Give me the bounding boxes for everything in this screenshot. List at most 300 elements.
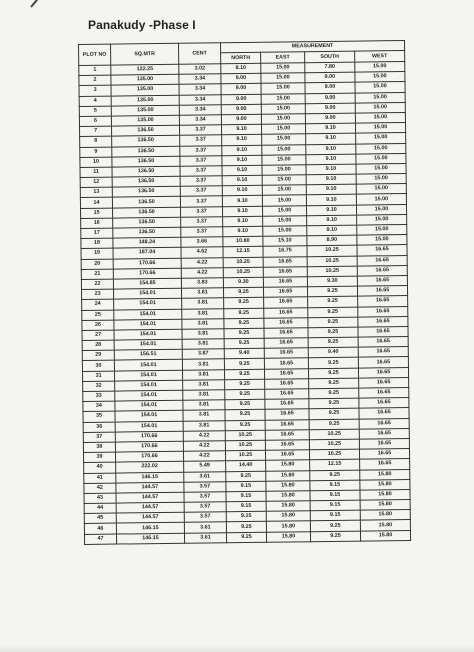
- cell-north: 9.25: [225, 410, 265, 421]
- cell-sq-mtr: 154.01: [114, 309, 182, 320]
- cell-plot-no: 6: [79, 116, 111, 127]
- cell-cent: 3.81: [182, 308, 224, 319]
- cell-cent: 3.34: [179, 94, 221, 105]
- cell-cent: 3.83: [181, 278, 223, 289]
- cell-east: 16.65: [265, 379, 309, 390]
- cell-plot-no: 21: [81, 269, 113, 280]
- cell-sq-mtr: 136.50: [112, 187, 180, 198]
- cell-sq-mtr: 146.15: [116, 523, 184, 534]
- cell-sq-mtr: 136.50: [112, 176, 180, 187]
- cell-plot-no: 8: [80, 136, 112, 147]
- cell-cent: 3.34: [179, 105, 221, 116]
- cell-north: 9.15: [226, 501, 266, 512]
- cell-west: 15.00: [356, 204, 406, 215]
- cell-north: 9.40: [224, 348, 264, 359]
- cell-east: 16.65: [265, 409, 309, 420]
- cell-west: 16.65: [357, 265, 407, 276]
- cell-north: 9.25: [224, 298, 264, 309]
- cell-south: 7.80: [305, 62, 355, 73]
- cell-sq-mtr: 154.01: [114, 370, 182, 381]
- cell-east: 15.80: [266, 470, 310, 481]
- cell-east: 15.00: [262, 185, 306, 196]
- cell-plot-no: 24: [82, 299, 114, 310]
- cell-west: 15.80: [360, 469, 410, 480]
- cell-north: 9.25: [225, 420, 265, 431]
- cell-north: 9.25: [224, 308, 264, 319]
- cell-plot-no: 31: [82, 371, 114, 382]
- cell-sq-mtr: 135.00: [111, 74, 179, 85]
- cell-south: 9.25: [309, 388, 359, 399]
- cell-sq-mtr: 154.01: [113, 288, 181, 299]
- cell-cent: 3.37: [180, 135, 222, 146]
- cell-cent: 4.22: [183, 441, 225, 452]
- cell-west: 16.65: [359, 449, 409, 460]
- measurement-sheet: [78, 40, 410, 545]
- cell-cent: 3.57: [184, 512, 226, 523]
- cell-north: 9.25: [223, 287, 263, 298]
- cell-cent: 3.37: [180, 166, 222, 177]
- cell-north: 12.15: [223, 247, 263, 258]
- cell-south: 9.10: [306, 133, 356, 144]
- cell-south: 9.00: [305, 82, 355, 93]
- table-body: [79, 62, 411, 545]
- cell-north: 9.25: [224, 328, 264, 339]
- cell-cent: 3.34: [179, 84, 221, 95]
- cell-north: 9.10: [222, 186, 262, 197]
- cell-west: 15.00: [355, 82, 405, 93]
- cell-north: 9.25: [226, 471, 266, 482]
- cell-south: 9.25: [309, 378, 359, 389]
- cell-east: 15.00: [261, 63, 305, 74]
- cell-sq-mtr: 148.24: [113, 237, 181, 248]
- cell-sq-mtr: 170.66: [115, 431, 183, 442]
- cell-east: 15.00: [261, 103, 305, 114]
- cell-east: 15.00: [262, 134, 306, 145]
- cell-east: 16.65: [265, 450, 309, 461]
- cell-sq-mtr: 144.57: [116, 492, 184, 503]
- cell-plot-no: 40: [84, 462, 116, 473]
- cell-west: 16.65: [358, 347, 408, 358]
- cell-east: 15.80: [266, 501, 310, 512]
- cell-east: 15.00: [261, 114, 305, 125]
- cell-south: 8.90: [307, 235, 357, 246]
- cell-north: 8.10: [221, 63, 261, 74]
- cell-sq-mtr: 122.25: [111, 64, 179, 75]
- cell-west: 16.65: [359, 377, 409, 388]
- header-north: NORTH: [221, 52, 261, 63]
- cell-west: 16.65: [359, 418, 409, 429]
- cell-plot-no: 32: [83, 381, 115, 392]
- cell-south: 9.10: [306, 164, 356, 175]
- cell-west: 16.65: [357, 255, 407, 266]
- cell-plot-no: 44: [84, 503, 116, 514]
- cell-north: 9.15: [226, 491, 266, 502]
- cell-west: 16.65: [357, 275, 407, 286]
- cell-west: 15.00: [356, 133, 406, 144]
- cell-west: 15.00: [357, 235, 407, 246]
- cell-plot-no: 41: [84, 473, 116, 484]
- cell-cent: 3.81: [182, 359, 224, 370]
- cell-south: 9.25: [308, 327, 358, 338]
- cell-plot-no: 26: [82, 320, 114, 331]
- cell-south: 9.10: [306, 195, 356, 206]
- cell-sq-mtr: 154.01: [114, 329, 182, 340]
- cell-east: 16.65: [264, 328, 308, 339]
- cell-west: 16.65: [359, 438, 409, 449]
- cell-cent: 3.57: [184, 492, 226, 503]
- cell-plot-no: 18: [81, 238, 113, 249]
- cell-plot-no: 47: [84, 534, 116, 545]
- cell-east: 16.65: [264, 368, 308, 379]
- cell-south: 9.15: [310, 480, 360, 491]
- cell-north: 9.25: [224, 338, 264, 349]
- cell-south: 9.25: [309, 419, 359, 430]
- cell-south: 9.10: [306, 154, 356, 165]
- cell-cent: 3.34: [179, 74, 221, 85]
- cell-cent: 4.22: [181, 267, 223, 278]
- cell-sq-mtr: 170.66: [115, 441, 183, 452]
- cell-east: 16.75: [263, 246, 307, 257]
- cell-west: 16.65: [360, 459, 410, 470]
- cell-cent: 5.49: [184, 461, 226, 472]
- cell-plot-no: 38: [83, 442, 115, 453]
- cell-plot-no: 4: [79, 96, 111, 107]
- plot-table: [78, 40, 411, 545]
- cell-south: 9.25: [308, 337, 358, 348]
- cell-cent: 4.62: [181, 247, 223, 258]
- cell-south: 9.10: [307, 215, 357, 226]
- cell-east: 15.00: [262, 144, 306, 155]
- cell-cent: 3.34: [179, 115, 221, 126]
- cell-sq-mtr: 136.50: [112, 125, 180, 136]
- cell-plot-no: 10: [80, 157, 112, 168]
- cell-sq-mtr: 144.57: [116, 482, 184, 493]
- page-title: Panakudy -Phase I: [88, 18, 196, 32]
- cell-east: 16.65: [265, 429, 309, 440]
- cell-cent: 3.81: [182, 329, 224, 340]
- cell-south: 9.15: [310, 490, 360, 501]
- cell-east: 15.00: [262, 205, 306, 216]
- cell-north: 9.10: [222, 165, 262, 176]
- cell-east: 16.65: [263, 256, 307, 267]
- cell-east: 16.65: [265, 389, 309, 400]
- cell-cent: 3.66: [181, 237, 223, 248]
- cell-east: 15.00: [261, 73, 305, 84]
- cell-west: 16.65: [358, 326, 408, 337]
- cell-south: 9.10: [306, 144, 356, 155]
- cell-east: 15.00: [262, 154, 306, 165]
- cell-plot-no: 5: [79, 106, 111, 117]
- cell-sq-mtr: 136.50: [112, 136, 180, 147]
- cell-plot-no: 45: [84, 513, 116, 524]
- cell-cent: 3.37: [181, 217, 223, 228]
- cell-plot-no: 20: [81, 259, 113, 270]
- header-west: WEST: [355, 51, 405, 63]
- cell-cent: 3.61: [184, 471, 226, 482]
- cell-cent: 4.22: [183, 451, 225, 462]
- cell-north: 9.25: [224, 359, 264, 370]
- cell-plot-no: 39: [83, 452, 115, 463]
- cell-west: 15.80: [360, 530, 410, 541]
- cell-south: 9.00: [305, 113, 355, 124]
- cell-north: 9.15: [226, 511, 266, 522]
- cell-north: 14.40: [226, 461, 266, 472]
- cell-west: 15.00: [356, 163, 406, 174]
- cell-east: 15.00: [263, 226, 307, 237]
- cell-west: 16.65: [359, 398, 409, 409]
- cell-east: 16.65: [263, 266, 307, 277]
- cell-sq-mtr: 222.02: [116, 462, 184, 473]
- cell-sq-mtr: 136.50: [112, 197, 180, 208]
- cell-west: 15.00: [355, 72, 405, 83]
- cell-south: 9.25: [310, 531, 360, 542]
- cell-south: 9.40: [308, 347, 358, 358]
- cell-east: 15.00: [261, 93, 305, 104]
- cell-east: 15.80: [266, 531, 310, 542]
- cell-north: 10.25: [225, 450, 265, 461]
- cell-south: 9.25: [310, 470, 360, 481]
- cell-cent: 3.81: [183, 400, 225, 411]
- cell-sq-mtr: 154.01: [115, 390, 183, 401]
- cell-north: 9.25: [226, 532, 266, 543]
- cell-west: 16.65: [358, 316, 408, 327]
- cell-cent: 3.81: [183, 390, 225, 401]
- cell-plot-no: 17: [81, 228, 113, 239]
- cell-plot-no: 16: [81, 218, 113, 229]
- cell-east: 15.80: [266, 480, 310, 491]
- cell-east: 15.80: [266, 491, 310, 502]
- cell-west: 15.00: [355, 123, 405, 134]
- cell-west: 15.00: [355, 112, 405, 123]
- cell-south: 9.25: [308, 317, 358, 328]
- cell-west: 15.00: [355, 62, 405, 73]
- cell-north: 9.25: [225, 379, 265, 390]
- cell-south: 9.25: [307, 286, 357, 297]
- cell-sq-mtr: 156.51: [114, 349, 182, 360]
- cell-south: 9.30: [307, 276, 357, 287]
- cell-west: 15.00: [357, 214, 407, 225]
- cell-plot-no: 46: [84, 524, 116, 535]
- cell-south: 9.25: [308, 358, 358, 369]
- cell-east: 15.00: [262, 165, 306, 176]
- cell-sq-mtr: 135.00: [111, 95, 179, 106]
- cell-east: 15.00: [261, 83, 305, 94]
- cell-plot-no: 15: [81, 208, 113, 219]
- cell-plot-no: 37: [83, 432, 115, 443]
- cell-north: 9.10: [223, 226, 263, 237]
- cell-plot-no: 9: [80, 147, 112, 158]
- cell-south: 9.10: [307, 225, 357, 236]
- cell-east: 15.00: [262, 175, 306, 186]
- cell-east: 15.80: [266, 521, 310, 532]
- cell-cent: 3.81: [183, 420, 225, 431]
- cell-north: 10.80: [223, 236, 263, 247]
- cell-east: 15.10: [263, 236, 307, 247]
- cell-east: 16.65: [263, 277, 307, 288]
- cell-north: 9.25: [224, 318, 264, 329]
- cell-sq-mtr: 154.01: [114, 299, 182, 310]
- header-measurement: MEASUREMENT: [220, 41, 404, 53]
- cell-plot-no: 14: [80, 198, 112, 209]
- cell-north: 9.10: [222, 175, 262, 186]
- cell-plot-no: 7: [80, 126, 112, 137]
- cell-north: 9.25: [225, 399, 265, 410]
- cell-plot-no: 33: [83, 391, 115, 402]
- cell-sq-mtr: 154.01: [115, 400, 183, 411]
- cell-north: 9.00: [221, 94, 261, 105]
- cell-plot-no: 27: [82, 330, 114, 341]
- cell-plot-no: 34: [83, 401, 115, 412]
- cell-cent: 3.57: [184, 481, 226, 492]
- cell-sq-mtr: 170.66: [113, 258, 181, 269]
- cell-cent: 3.81: [182, 318, 224, 329]
- cell-cent: 3.81: [183, 380, 225, 391]
- cell-south: 10.25: [307, 245, 357, 256]
- cell-east: 16.65: [265, 419, 309, 430]
- cell-west: 16.65: [358, 357, 408, 368]
- cell-cent: 3.37: [180, 125, 222, 136]
- cell-cent: 4.22: [183, 430, 225, 441]
- cell-south: 9.10: [306, 184, 356, 195]
- cell-sq-mtr: 146.15: [116, 472, 184, 483]
- cell-west: 15.80: [360, 500, 410, 511]
- header-south: SOUTH: [305, 51, 355, 63]
- cell-cent: 4.22: [181, 257, 223, 268]
- cell-sq-mtr: 135.00: [111, 105, 179, 116]
- cell-west: 15.00: [356, 184, 406, 195]
- cell-cent: 3.37: [180, 145, 222, 156]
- cell-cent: 3.87: [182, 349, 224, 360]
- cell-north: 9.30: [223, 277, 263, 288]
- cell-sq-mtr: 135.00: [111, 115, 179, 126]
- cell-north: 9.00: [221, 73, 261, 84]
- cell-sq-mtr: 154.01: [114, 360, 182, 371]
- cell-south: 9.10: [306, 205, 356, 216]
- pen-mark: [30, 0, 46, 8]
- cell-sq-mtr: 170.66: [113, 268, 181, 279]
- cell-west: 16.65: [359, 387, 409, 398]
- header-sq-mtr: SQ.MTR: [111, 43, 179, 65]
- cell-north: 9.10: [221, 124, 261, 135]
- cell-plot-no: 43: [84, 493, 116, 504]
- cell-south: 12.15: [310, 459, 360, 470]
- cell-west: 16.65: [359, 428, 409, 439]
- cell-north: 9.00: [221, 114, 261, 125]
- cell-north: 9.15: [226, 481, 266, 492]
- cell-south: 10.25: [307, 266, 357, 277]
- cell-west: 15.80: [360, 489, 410, 500]
- cell-east: 16.65: [264, 348, 308, 359]
- cell-sq-mtr: 144.57: [116, 512, 184, 523]
- cell-south: 10.25: [309, 439, 359, 450]
- cell-north: 9.00: [221, 84, 261, 95]
- cell-west: 16.65: [358, 306, 408, 317]
- cell-plot-no: 29: [82, 350, 114, 361]
- cell-sq-mtr: 154.01: [114, 319, 182, 330]
- cell-west: 16.65: [359, 408, 409, 419]
- cell-plot-no: 23: [82, 289, 114, 300]
- cell-west: 16.65: [357, 286, 407, 297]
- cell-east: 15.00: [261, 124, 305, 135]
- cell-sq-mtr: 154.01: [115, 411, 183, 422]
- cell-east: 15.00: [263, 216, 307, 227]
- cell-sq-mtr: 154.01: [115, 380, 183, 391]
- cell-north: 10.25: [223, 257, 263, 268]
- cell-sq-mtr: 136.50: [113, 217, 181, 228]
- cell-west: 15.80: [360, 510, 410, 521]
- cell-south: 9.25: [308, 368, 358, 379]
- cell-west: 16.65: [358, 367, 408, 378]
- cell-cent: 3.81: [181, 288, 223, 299]
- cell-sq-mtr: 154.01: [114, 339, 182, 350]
- cell-south: 10.25: [309, 429, 359, 440]
- cell-sq-mtr: 136.50: [113, 227, 181, 238]
- cell-cent: 3.61: [184, 522, 226, 533]
- cell-west: 16.65: [358, 296, 408, 307]
- cell-west: 16.65: [358, 337, 408, 348]
- cell-east: 16.65: [264, 307, 308, 318]
- cell-plot-no: 19: [81, 248, 113, 259]
- cell-cent: 3.81: [182, 298, 224, 309]
- cell-sq-mtr: 154.01: [115, 421, 183, 432]
- cell-plot-no: 35: [83, 411, 115, 422]
- cell-east: 15.00: [262, 195, 306, 206]
- cell-north: 9.10: [222, 145, 262, 156]
- cell-south: 9.25: [308, 307, 358, 318]
- cell-cent: 3.81: [182, 369, 224, 380]
- cell-south: 9.25: [308, 296, 358, 307]
- cell-south: 10.25: [309, 449, 359, 460]
- header-plot-no: PLOT NO: [79, 44, 111, 65]
- cell-plot-no: 11: [80, 167, 112, 178]
- cell-east: 16.65: [264, 317, 308, 328]
- cell-plot-no: 28: [82, 340, 114, 351]
- header-east: EAST: [261, 52, 305, 64]
- cell-east: 16.65: [264, 297, 308, 308]
- cell-north: 9.25: [224, 369, 264, 380]
- cell-east: 16.65: [264, 338, 308, 349]
- cell-north: 10.25: [225, 440, 265, 451]
- cell-cent: 3.37: [180, 206, 222, 217]
- cell-south: 9.00: [305, 93, 355, 104]
- cell-plot-no: 36: [83, 422, 115, 433]
- cell-east: 15.80: [266, 511, 310, 522]
- cell-north: 9.10: [222, 155, 262, 166]
- cell-south: 9.15: [310, 500, 360, 511]
- page-edge-shadow: [0, 644, 474, 652]
- cell-north: 9.00: [221, 104, 261, 115]
- cell-cent: 3.81: [183, 410, 225, 421]
- cell-plot-no: 30: [82, 361, 114, 372]
- cell-plot-no: 12: [80, 177, 112, 188]
- cell-sq-mtr: 136.50: [112, 166, 180, 177]
- cell-plot-no: 1: [79, 65, 111, 76]
- cell-east: 16.65: [265, 440, 309, 451]
- cell-south: 9.25: [310, 521, 360, 532]
- cell-sq-mtr: 135.00: [111, 85, 179, 96]
- cell-west: 15.00: [356, 143, 406, 154]
- cell-west: 15.00: [355, 102, 405, 113]
- cell-south: 9.10: [306, 174, 356, 185]
- cell-north: 9.25: [226, 522, 266, 533]
- cell-cent: 3.37: [180, 186, 222, 197]
- cell-sq-mtr: 136.50: [113, 207, 181, 218]
- cell-west: 16.65: [357, 245, 407, 256]
- cell-south: 9.00: [305, 103, 355, 114]
- cell-south: 9.25: [309, 408, 359, 419]
- cell-plot-no: 42: [84, 483, 116, 494]
- header-cent: CENT: [178, 43, 220, 65]
